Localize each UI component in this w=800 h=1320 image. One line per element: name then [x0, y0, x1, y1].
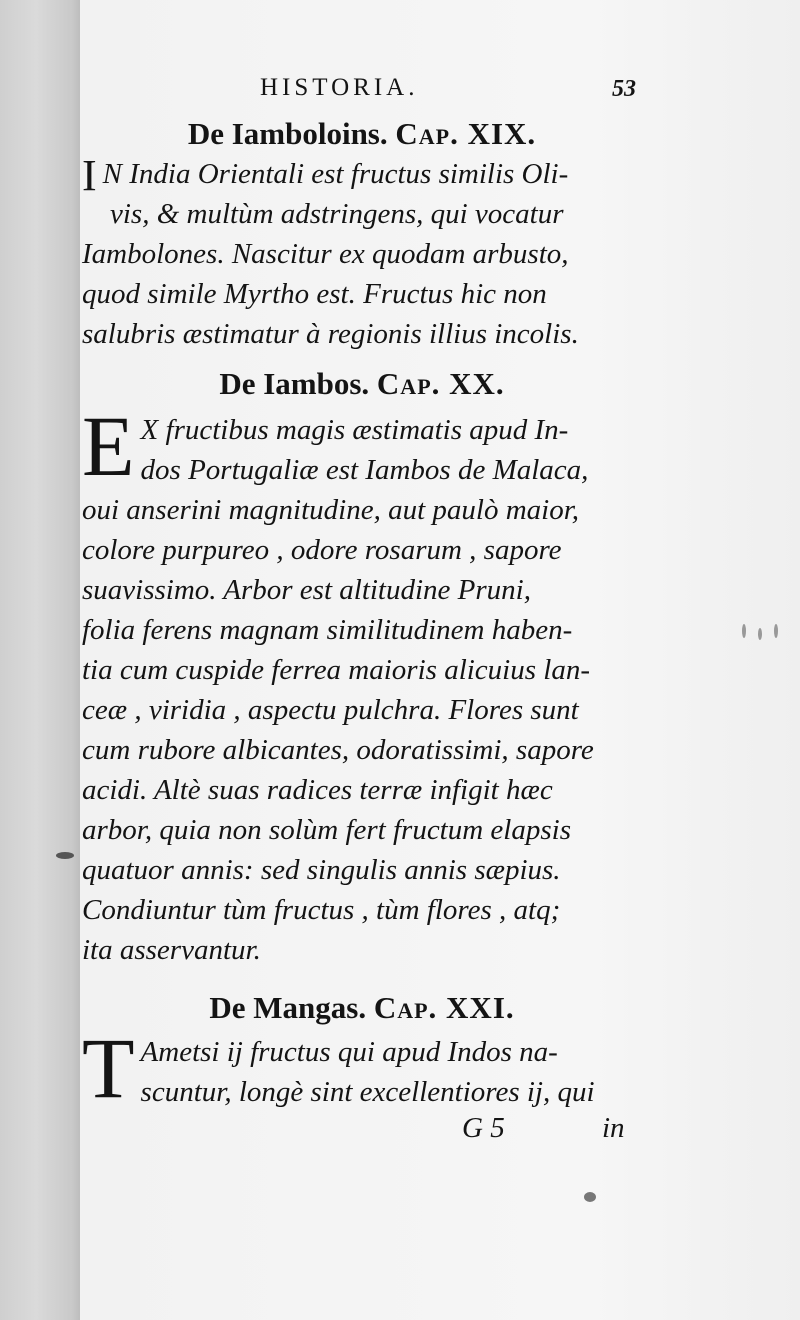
text-line: tia cum cuspide ferrea maioris alicuius lan-	[82, 654, 590, 686]
text-line: oui anserini magnitudine, aut paulò maior,	[82, 494, 580, 526]
text-line: salubris æstimatur à regionis illius incolis.	[82, 318, 579, 350]
text-line: suavissimo. Arbor est altitudine Pruni,	[82, 574, 531, 606]
chapter-title: De Iambos.	[219, 366, 370, 401]
ink-speck	[56, 852, 74, 859]
chapter-number: Cap. XIX.	[395, 116, 537, 151]
chapter-heading-20	[82, 364, 642, 404]
ink-speck	[584, 1192, 596, 1202]
chapter-heading-21	[82, 988, 642, 1028]
ink-speck	[758, 628, 762, 640]
chapter-19-text	[82, 151, 642, 354]
text-line: cum rubore albicantes, odoratissimi, sapore	[82, 734, 594, 766]
running-title: HISTORIA.	[260, 74, 419, 101]
drop-cap: T	[82, 1020, 135, 1116]
signature-mark: G 5	[462, 1112, 505, 1144]
page-text	[82, 64, 642, 1152]
text-line: quatuor annis: sed singulis annis sæpius.	[82, 854, 561, 886]
text-line: acidi. Altè suas radices terræ infigit hæc	[82, 774, 553, 806]
chapter-21-text	[82, 1020, 642, 1116]
chapter-20-text	[82, 398, 642, 970]
text-line: folia ferens magnam similitudinem haben-	[82, 614, 573, 646]
text-line: colore purpureo , odore rosarum , sapore	[82, 534, 562, 566]
text-line: Ametsi ij fructus qui apud Indos na-	[140, 1036, 558, 1068]
drop-cap: I	[82, 151, 97, 200]
text-line: Iambolones. Nascitur ex quodam arbusto,	[82, 238, 569, 270]
text-line: Condiuntur tùm fructus , tùm flores , atq;	[82, 894, 561, 926]
chapter-heading-19	[82, 114, 642, 154]
text-line: ita asservantur.	[82, 934, 261, 966]
chapter-number: Cap. XX.	[376, 366, 505, 401]
page-footer	[82, 1112, 642, 1152]
chapter-title: De Mangas.	[209, 990, 367, 1025]
chapter-title: De Iamboloins.	[187, 116, 388, 151]
text-line: N India Orientali est fructus similis Oli-	[102, 158, 569, 190]
ink-speck	[774, 624, 778, 638]
text-line: quod simile Myrtho est. Fructus hic non	[82, 278, 547, 310]
text-line: dos Portugaliæ est Iambos de Malaca,	[140, 454, 589, 486]
text-line: ceæ , viridia , aspectu pulchra. Flores sunt	[82, 694, 579, 726]
text-line: vis, & multùm adstringens, qui vocatur	[110, 198, 564, 230]
page-gutter	[0, 0, 80, 1320]
running-head	[82, 64, 642, 114]
text-line: scuntur, longè sint excellentiores ij, qui	[140, 1076, 595, 1108]
catchword: in	[602, 1112, 625, 1144]
text-line: X fructibus magis æstimatis apud In-	[140, 414, 569, 446]
text-line: arbor, quia non solùm fert fructum elapsis	[82, 814, 571, 846]
drop-cap: E	[82, 398, 135, 494]
page-number: 53	[612, 76, 636, 102]
ink-speck	[742, 624, 746, 638]
chapter-number: Cap. XXI.	[373, 990, 515, 1025]
